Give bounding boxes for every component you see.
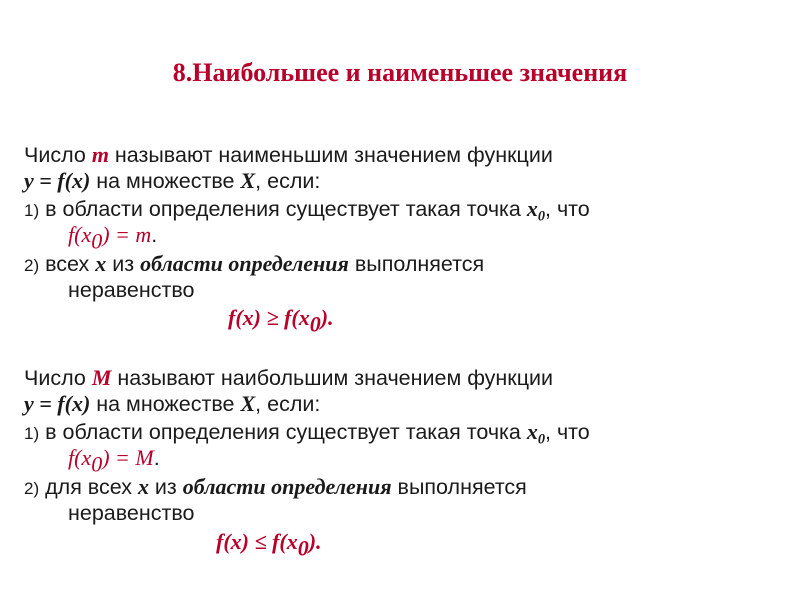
function-notation: y = f(x) [24,168,91,193]
min-condition-1-formula: $f(x_0) = m$. [68,222,158,254]
variable-x: x [137,474,149,499]
max-definition-line-1: Число M называют наибольшим значением функции [24,365,554,390]
max-variable: M [91,365,112,390]
min-definition-line-2: y = f(x) на множестве X, если: [24,168,321,193]
function-notation: y = f(x) [24,391,91,416]
variable-x: x [95,251,107,276]
domain-phrase: области определения [140,251,349,276]
min-condition-1: 1) в области определения существует такая точка $x_0$, что [24,196,590,225]
point-name: $x_0$ [526,196,546,225]
set-name: X [240,391,256,416]
min-definition-line-1: Число m называют наименьшим значением функции [24,142,553,167]
max-condition-2-cont: неравенство [68,501,195,525]
condition-number: 1) [24,201,40,220]
page-title: 8.Наибольшее и наименьшее значения [172,58,628,87]
condition-number: 2) [24,256,40,275]
min-condition-2: 2) всех x из области определения выполняется [24,251,485,276]
condition-number: 2) [24,479,40,498]
set-name: X [240,168,256,193]
min-inequality: $f(x) \ge f(x_0)$. [228,305,334,337]
min-variable: m [91,142,109,167]
condition-number: 1) [24,424,40,443]
max-condition-1-formula: $f(x_0) = M$. [68,445,160,477]
max-definition-line-2: y = f(x) на множестве X, если: [24,391,321,416]
max-condition-2: 2) для всех x из области определения выполняется [24,474,527,499]
min-condition-2-cont: неравенство [68,278,195,302]
point-name: $x_0$ [526,419,546,448]
domain-phrase: области определения [182,474,392,499]
max-condition-1: 1) в области определения существует такая точка $x_0$, что [24,419,590,448]
max-inequality: $f(x) \le f(x_0)$. [216,529,322,561]
